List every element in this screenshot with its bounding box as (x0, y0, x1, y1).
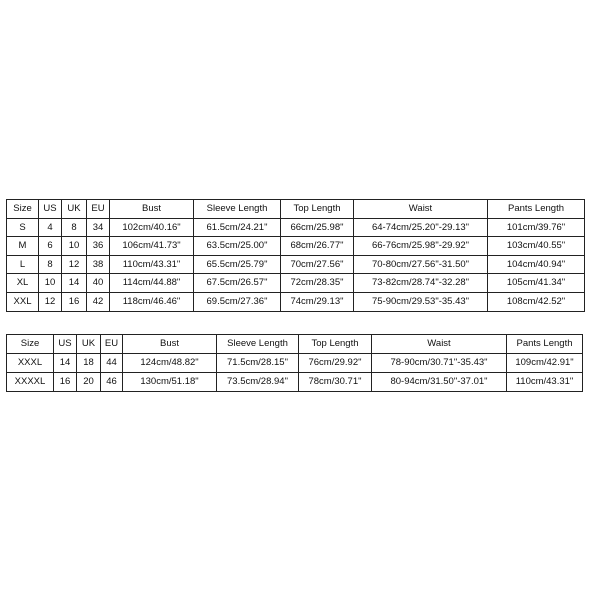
bust-cell: 102cm/40.16" (110, 218, 194, 237)
header-cell: UK (62, 200, 87, 219)
top-length-cell: 74cm/29.13" (281, 292, 354, 311)
waist-cell: 73-82cm/28.74"-32.28" (354, 274, 488, 293)
us-cell: 16 (54, 373, 77, 392)
table-row (7, 218, 585, 237)
us-cell: 4 (39, 218, 62, 237)
size-chart-table-extended (6, 334, 583, 392)
size-chart-table (6, 199, 585, 312)
waist-cell: 75-90cm/29.53"-35.43" (354, 292, 488, 311)
uk-cell: 8 (62, 218, 87, 237)
sleeve-length-cell: 69.5cm/27.36" (194, 292, 281, 311)
uk-cell: 14 (62, 274, 87, 293)
waist-cell: 64-74cm/25.20"-29.13" (354, 218, 488, 237)
header-cell: Pants Length (507, 335, 583, 354)
header-row (7, 335, 583, 354)
top-length-cell: 70cm/27.56" (281, 255, 354, 274)
size-cell: XL (7, 274, 39, 293)
header-row (7, 200, 585, 219)
header-cell: US (39, 200, 62, 219)
top-length-cell: 68cm/26.77" (281, 237, 354, 256)
header-cell: Pants Length (488, 200, 585, 219)
table-row (7, 274, 585, 293)
uk-cell: 10 (62, 237, 87, 256)
top-length-cell: 78cm/30.71" (299, 373, 372, 392)
waist-cell: 66-76cm/25.98"-29.92" (354, 237, 488, 256)
table-row (7, 373, 583, 392)
eu-cell: 42 (87, 292, 110, 311)
top-length-cell: 66cm/25.98" (281, 218, 354, 237)
bust-cell: 124cm/48.82" (123, 354, 217, 373)
size-cell: XXXL (7, 354, 54, 373)
uk-cell: 12 (62, 255, 87, 274)
header-cell: Size (7, 335, 54, 354)
eu-cell: 40 (87, 274, 110, 293)
header-cell: Bust (123, 335, 217, 354)
eu-cell: 34 (87, 218, 110, 237)
top-length-cell: 72cm/28.35" (281, 274, 354, 293)
pants-length-cell: 105cm/41.34" (488, 274, 585, 293)
pants-length-cell: 101cm/39.76" (488, 218, 585, 237)
table-row (7, 237, 585, 256)
bust-cell: 110cm/43.31" (110, 255, 194, 274)
sleeve-length-cell: 71.5cm/28.15" (217, 354, 299, 373)
header-cell: Top Length (299, 335, 372, 354)
us-cell: 8 (39, 255, 62, 274)
pants-length-cell: 108cm/42.52" (488, 292, 585, 311)
header-cell: Sleeve Length (217, 335, 299, 354)
pants-length-cell: 104cm/40.94" (488, 255, 585, 274)
eu-cell: 38 (87, 255, 110, 274)
header-cell: Waist (354, 200, 488, 219)
sleeve-length-cell: 67.5cm/26.57" (194, 274, 281, 293)
header-cell: Sleeve Length (194, 200, 281, 219)
uk-cell: 20 (77, 373, 101, 392)
sleeve-length-cell: 73.5cm/28.94" (217, 373, 299, 392)
header-cell: EU (87, 200, 110, 219)
waist-cell: 70-80cm/27.56"-31.50" (354, 255, 488, 274)
header-cell: Top Length (281, 200, 354, 219)
sleeve-length-cell: 61.5cm/24.21" (194, 218, 281, 237)
size-cell: XXXXL (7, 373, 54, 392)
us-cell: 6 (39, 237, 62, 256)
eu-cell: 36 (87, 237, 110, 256)
uk-cell: 16 (62, 292, 87, 311)
us-cell: 10 (39, 274, 62, 293)
bust-cell: 114cm/44.88" (110, 274, 194, 293)
sleeve-length-cell: 65.5cm/25.79" (194, 255, 281, 274)
table-row (7, 255, 585, 274)
bust-cell: 106cm/41.73" (110, 237, 194, 256)
size-cell: S (7, 218, 39, 237)
table-row (7, 292, 585, 311)
header-cell: Size (7, 200, 39, 219)
waist-cell: 80-94cm/31.50"-37.01" (372, 373, 507, 392)
header-cell: Waist (372, 335, 507, 354)
size-cell: XXL (7, 292, 39, 311)
sleeve-length-cell: 63.5cm/25.00" (194, 237, 281, 256)
top-length-cell: 76cm/29.92" (299, 354, 372, 373)
header-cell: EU (101, 335, 123, 354)
size-cell: M (7, 237, 39, 256)
pants-length-cell: 110cm/43.31" (507, 373, 583, 392)
pants-length-cell: 103cm/40.55" (488, 237, 585, 256)
bust-cell: 130cm/51.18" (123, 373, 217, 392)
size-cell: L (7, 255, 39, 274)
eu-cell: 46 (101, 373, 123, 392)
us-cell: 14 (54, 354, 77, 373)
header-cell: UK (77, 335, 101, 354)
waist-cell: 78-90cm/30.71"-35.43" (372, 354, 507, 373)
eu-cell: 44 (101, 354, 123, 373)
uk-cell: 18 (77, 354, 101, 373)
bust-cell: 118cm/46.46" (110, 292, 194, 311)
header-cell: Bust (110, 200, 194, 219)
header-cell: US (54, 335, 77, 354)
pants-length-cell: 109cm/42.91" (507, 354, 583, 373)
us-cell: 12 (39, 292, 62, 311)
table-row (7, 354, 583, 373)
